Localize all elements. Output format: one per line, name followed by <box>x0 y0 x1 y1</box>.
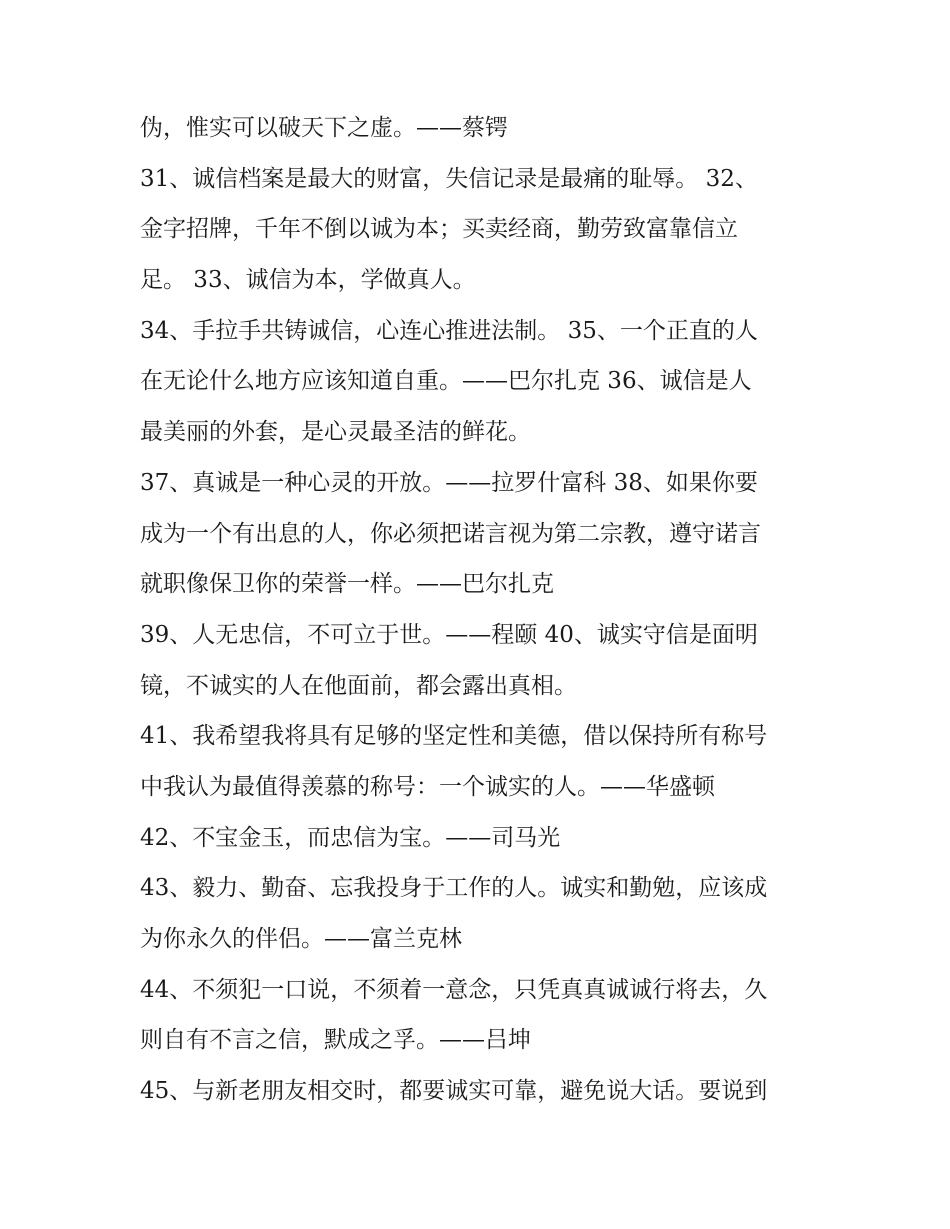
text-line: 伪，惟实可以破天下之虚。——蔡锷 <box>140 115 508 141</box>
text-line: 在无论什么地方应该知道自重。——巴尔扎克 36、诚信是人 <box>140 368 752 395</box>
text-line: 41、我希望我将具有足够的坚定性和美德，借以保持所有称号 <box>140 723 768 750</box>
text-line: 中我认为最值得羡慕的称号：一个诚实的人。——华盛顿 <box>140 773 715 800</box>
text-line: 44、不须犯一口说，不须着一意念，只凭真真诚诚行将去，久 <box>140 976 768 1003</box>
text-line: 成为一个有出息的人，你必须把诺言视为第二宗教，遵守诺言 <box>140 520 761 547</box>
text-line: 31、诚信档案是最大的财富，失信记录是最痛的耻辱。 32、 <box>140 165 758 192</box>
text-line: 则自有不言之信，默成之孚。——吕坤 <box>140 1027 531 1054</box>
text-line: 37、真诚是一种心灵的开放。——拉罗什富科 38、如果你要 <box>140 469 758 496</box>
text-line: 45、与新老朋友相交时，都要诚实可靠，避免说大话。要说到 <box>140 1078 768 1105</box>
text-line: 最美丽的外套，是心灵最圣洁的鲜花。 <box>140 419 531 446</box>
text-line: 34、手拉手共铸诚信，心连心推进法制。 35、一个正直的人 <box>140 317 758 344</box>
text-line: 为你永久的伴侣。——富兰克林 <box>140 926 462 952</box>
text-line: 镜，不诚实的人在他面前，都会露出真相。 <box>140 672 577 699</box>
text-line: 42、不宝金玉，而忠信为宝。——司马光 <box>140 824 561 851</box>
text-line: 就职像保卫你的荣誉一样。——巴尔扎克 <box>140 571 554 598</box>
quote-text-block <box>140 103 820 1117</box>
text-line: 足。 33、诚信为本，学做真人。 <box>140 267 476 294</box>
text-line: 39、人无忠信，不可立于世。——程颐 40、诚实守信是面明 <box>140 621 758 648</box>
text-line: 43、毅力、勤奋、忘我投身于工作的人。诚实和勤勉，应该成 <box>140 875 768 902</box>
text-line: 金字招牌，千年不倒以诚为本；买卖经商，勤劳致富靠信立 <box>140 216 738 243</box>
